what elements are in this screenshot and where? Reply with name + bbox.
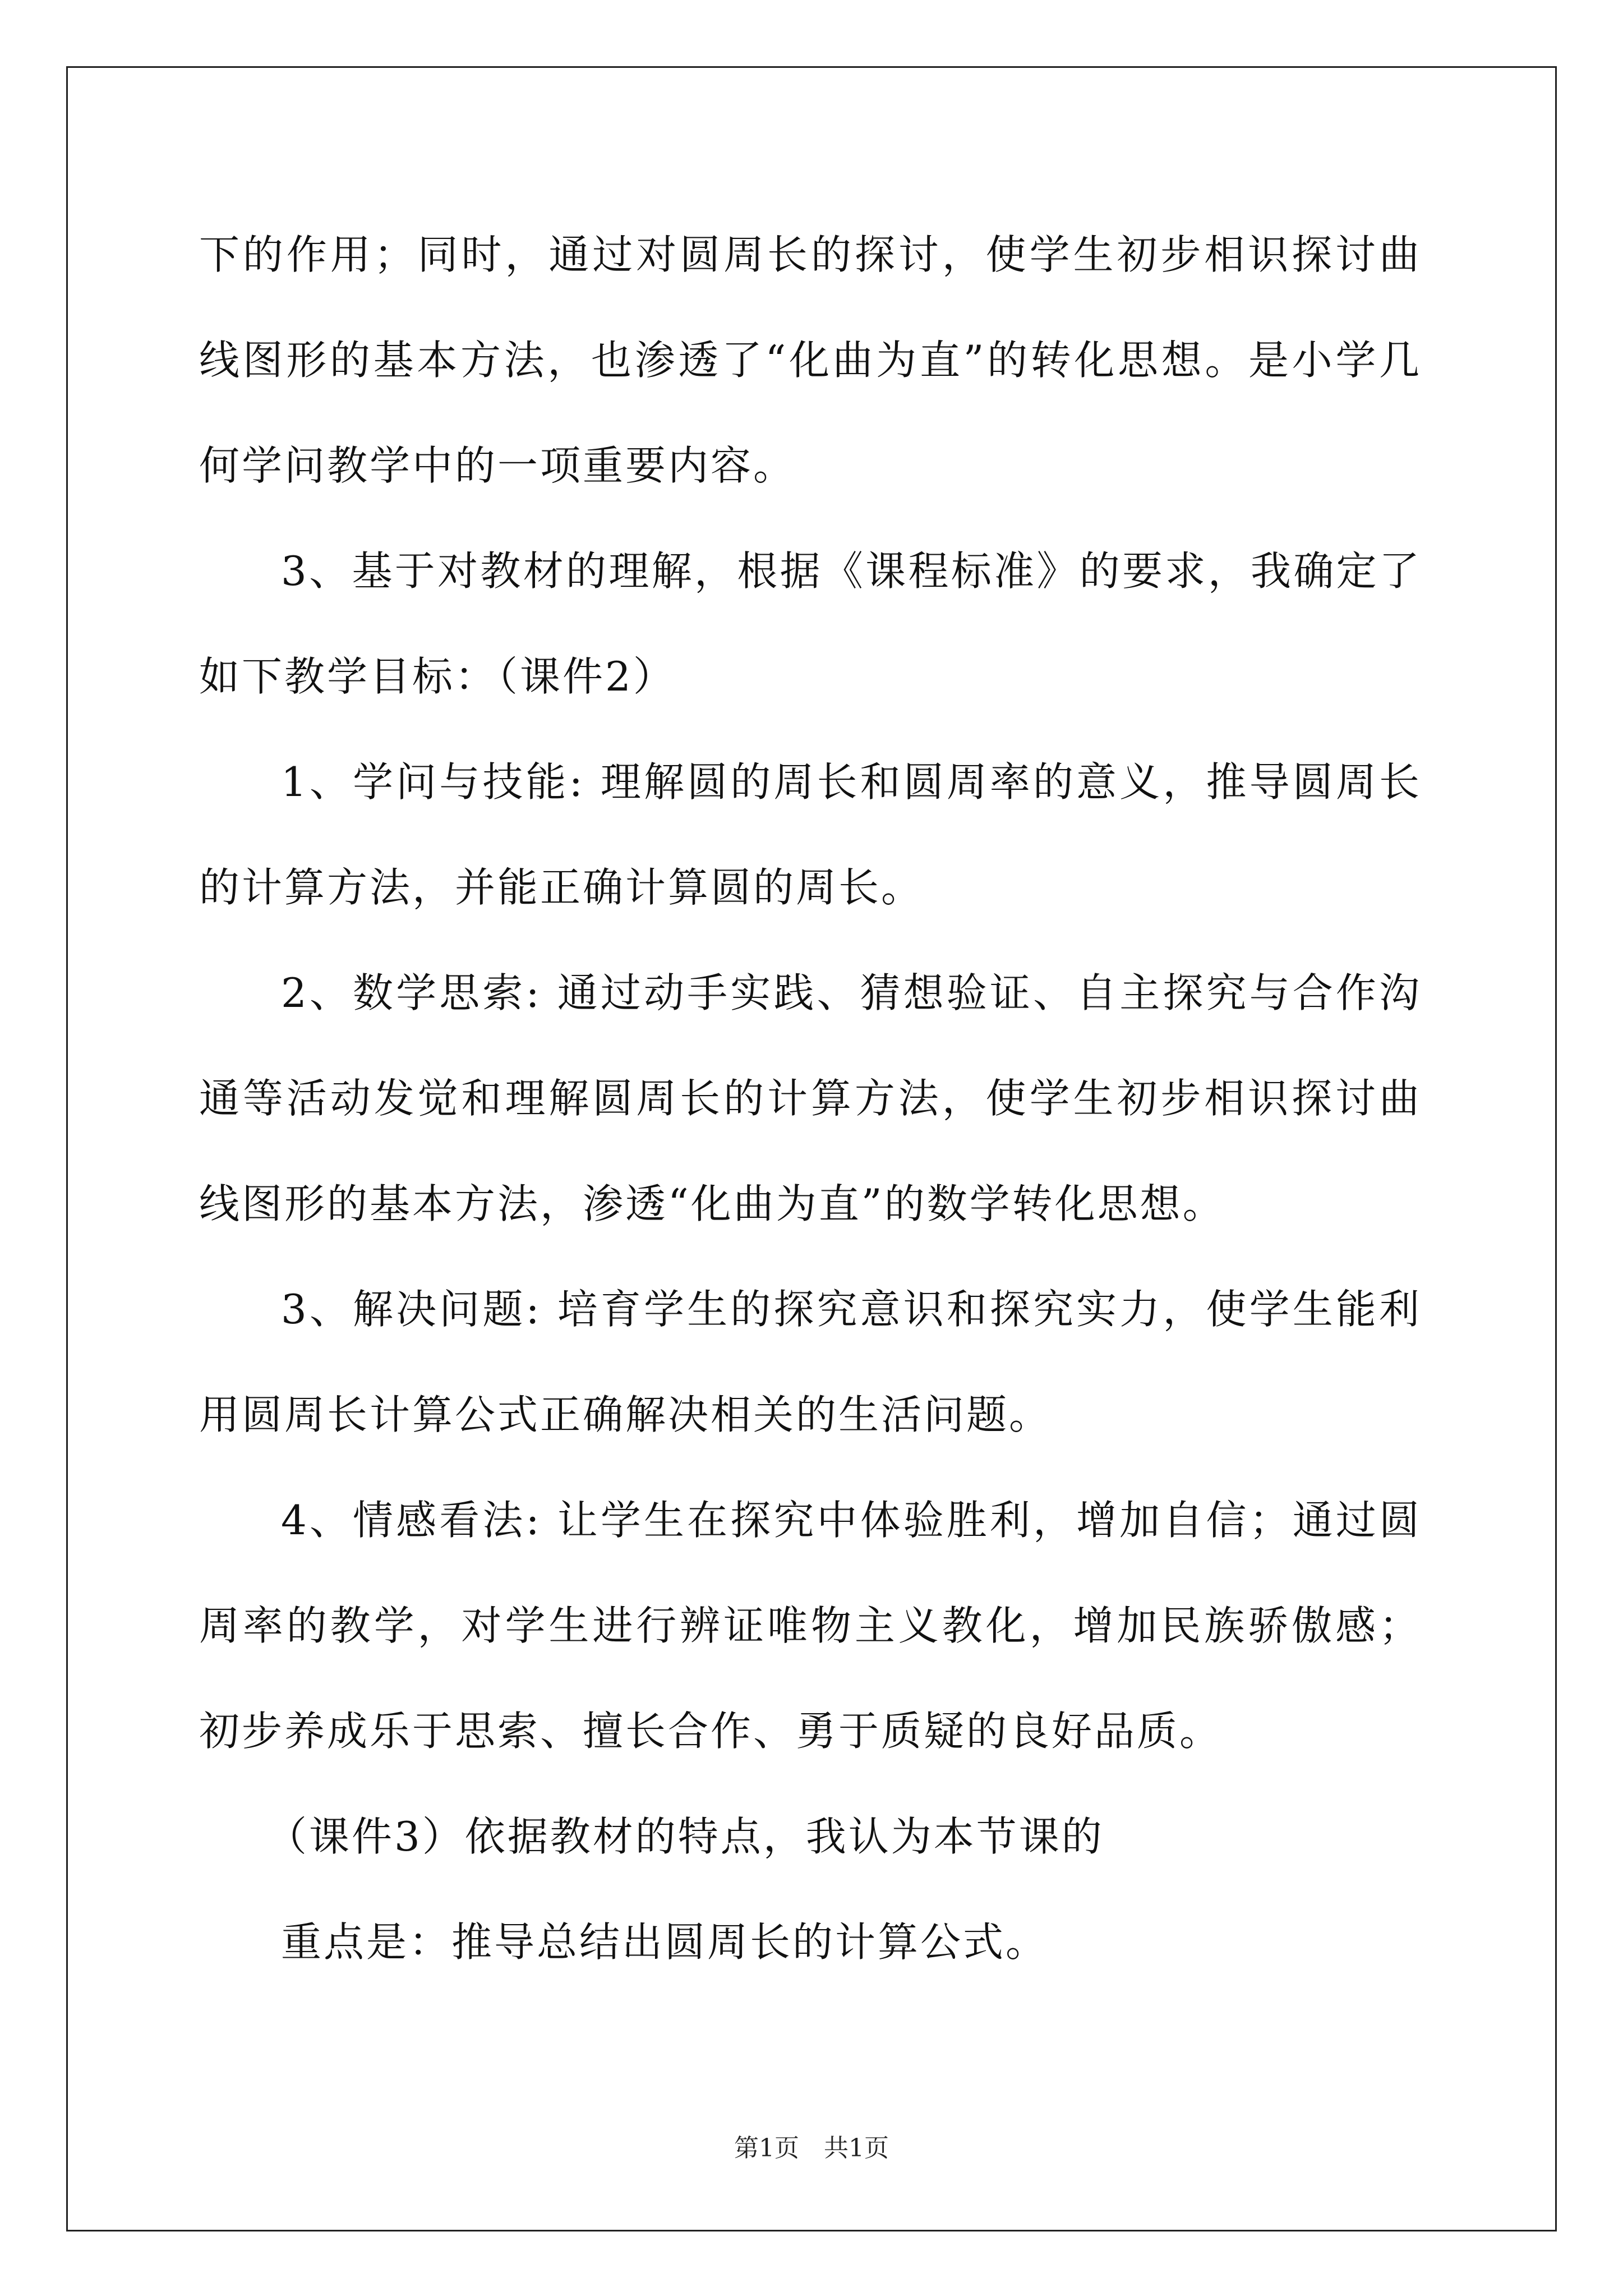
- page-number: 第1页: [734, 2134, 799, 2162]
- paragraph-3: 1、学问与技能: 理解圆的周长和圆周率的意义，推导圆周长的计算方法，并能正确计算圆的周长。: [199, 758, 1422, 911]
- document-body: [199, 202, 1422, 1995]
- paragraph-5: 3、解决问题: 培育学生的探究意识和探究实力，使学生能利用圆周长计算公式正确解决相关的生活问题。: [199, 1286, 1422, 1438]
- page-total: 共1页: [824, 2134, 889, 2162]
- paragraph-6: 4、情感看法: 让学生在探究中体验胜利，增加自信；通过圆周率的教学，对学生进行辨证唯物主义教化，增加民族骄傲感；初步养成乐于思索、擅长合作、勇于质疑的良好品质。: [199, 1497, 1422, 1755]
- paragraph-7: （课件3）依据教材的特点，我认为本节课的: [266, 1813, 1104, 1860]
- page-footer: [0, 2132, 1623, 2165]
- paragraph-4: 2、数学思索: 通过动手实践、猜想验证、自主探究与合作沟通等活动发觉和理解圆周长的计算方法，使学生初步相识探讨曲线图形的基本方法，渗透“化曲为直”的数学转化思想。: [199, 969, 1422, 1227]
- paragraph-8: 重点是：推导总结出圆周长的计算公式。: [281, 1918, 1049, 1966]
- paragraph-1: 下的作用；同时，通过对圆周长的探讨，使学生初步相识探讨曲线图形的基本方法，也渗透了“化曲为直”的转化思想。是小学几何学问教学中的一项重要内容。: [199, 231, 1422, 489]
- paragraph-2: 3、基于对教材的理解，根据《课程标准》的要求，我确定了如下教学目标：（课件2）: [199, 547, 1422, 700]
